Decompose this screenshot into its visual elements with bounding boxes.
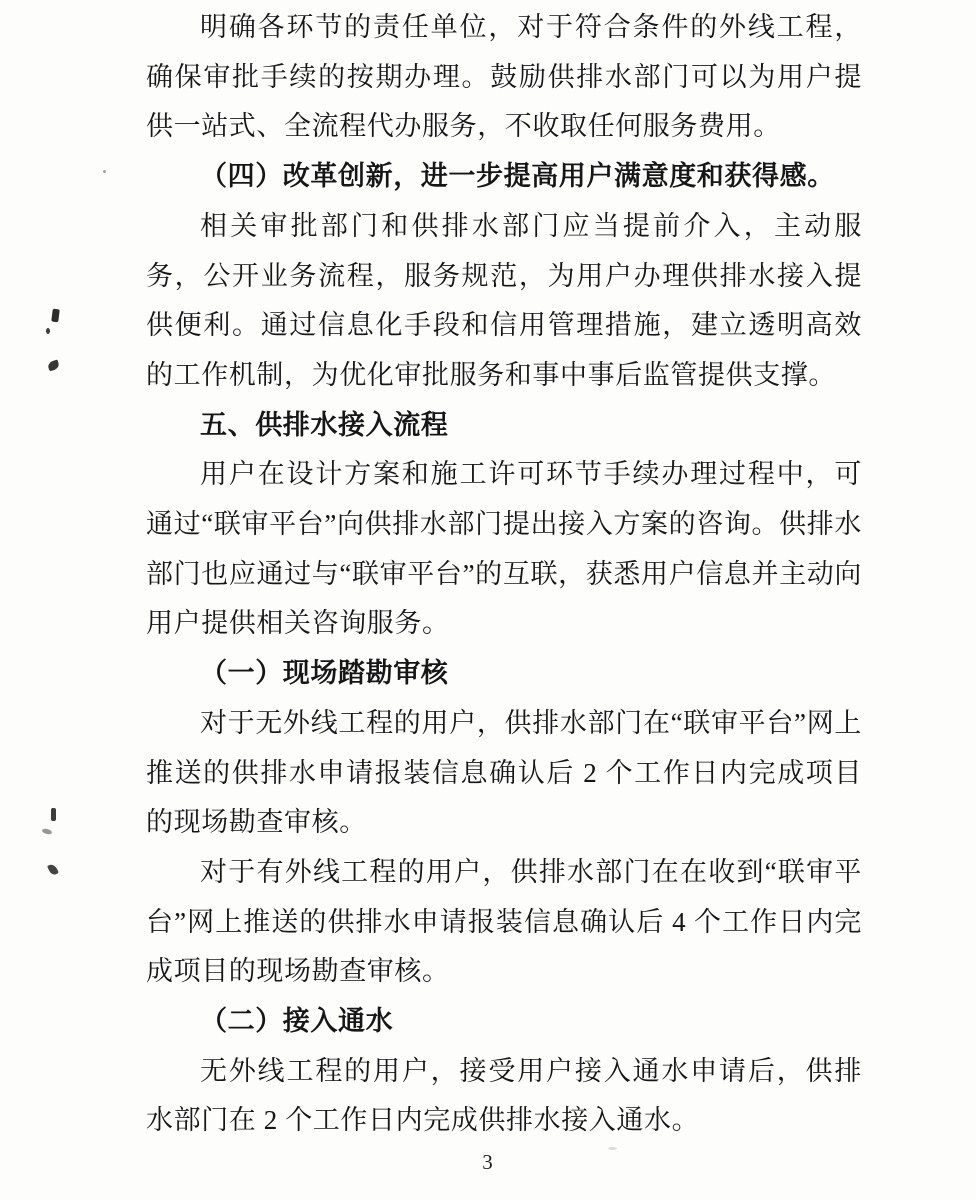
scan-artifact [51,808,56,821]
section-heading: 五、供排水接入流程 [200,409,449,440]
section-heading: （二）接入通水 [200,1006,394,1037]
scan-artifact [46,328,50,334]
body-paragraph: 对于无外线工程的用户，供排水部门在“联审平台”网上推送的供排水申请报装信息确认后 2 个工作日内完成项目的现场勘查审核。 [146,707,862,838]
scan-artifact [51,309,60,323]
body-paragraph: 对于有外线工程的用户，供排水部门在在收到“联审平台”网上推送的供排水申请报装信息确认后 4 个工作日内完成项目的现场勘查审核。 [146,856,862,987]
section-heading: （一）现场踏勘审核 [200,658,449,689]
scan-artifact [103,170,106,173]
body-paragraph: 无外线工程的用户，接受用户接入通水申请后，供排水部门在 2 个工作日内完成供排水接入通水。 [146,1055,862,1136]
scan-artifact [608,1147,617,1150]
scan-artifact [42,828,53,835]
body-paragraph: 用户在设计方案和施工许可环节手续办理过程中，可通过“联审平台”向供排水部门提出接入方案的咨询。供排水部门也应通过与“联审平台”的互联，获悉用户信息并主动向用户提供相关咨询服务。 [146,459,862,639]
scan-artifact [47,863,59,876]
body-paragraph: 相关审批部门和供排水部门应当提前介入，主动服务，公开业务流程，服务规范，为用户办理供排水接入提供便利。通过信息化手段和信用管理措施，建立透明高效的工作机制，为优化审批服务和事中事后监管提供支撑。 [146,210,862,390]
section-heading: （四）改革创新，进一步提高用户满意度和获得感。 [200,161,835,192]
document-body [146,3,862,1146]
page-number: 3 [482,1150,494,1174]
body-paragraph: 明确各环节的责任单位，对于符合条件的外线工程，确保审批手续的按期办理。鼓励供排水部门可以为用户提供一站式、全流程代办服务，不收取任何服务费用。 [146,12,862,142]
scan-artifact [47,360,60,372]
